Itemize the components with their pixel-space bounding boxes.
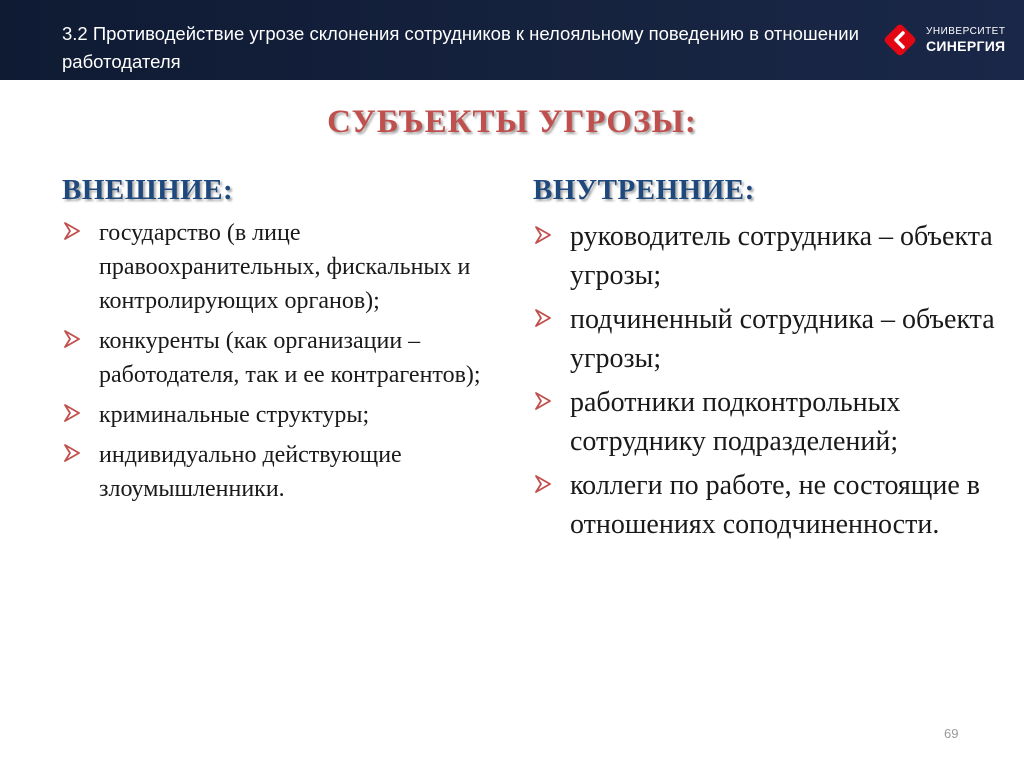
arrow-bullet-icon [62, 221, 82, 241]
synergy-logo [884, 22, 1014, 62]
list-item [533, 217, 1003, 295]
list-item-text: работники подконтрольных сотруднику подразделений; [570, 387, 901, 457]
arrow-bullet-icon [62, 443, 82, 463]
header-bar [0, 0, 1024, 80]
arrow-bullet-icon [533, 474, 553, 494]
logo-line-university: УНИВЕРСИТЕТ [926, 26, 1006, 37]
list-item-text: криминальные структуры; [99, 402, 370, 428]
synergy-logo-icon [884, 24, 916, 56]
list-item [533, 300, 1003, 378]
list-item-text: конкуренты (как организации – работодателя, так и ее контрагентов); [99, 328, 481, 388]
slide-header-title: 3.2 Противодействие угрозе склонения сотрудников к нелояльному поведению в отношении работодателя [62, 23, 859, 72]
list-item [62, 398, 512, 432]
internal-list [533, 217, 1003, 549]
arrow-bullet-icon [533, 391, 553, 411]
list-item [62, 438, 512, 506]
arrow-bullet-icon [533, 225, 553, 245]
list-item [62, 324, 512, 392]
list-item-text: государство (в лице правоохранительных, фискальных и контролирующих органов); [99, 220, 471, 314]
internal-heading: ВНУТРЕННИЕ: [533, 174, 755, 206]
arrow-bullet-icon [533, 308, 553, 328]
page-number: 69 [944, 726, 959, 741]
list-item [62, 216, 512, 318]
list-item-text: коллеги по работе, не состоящие в отношениях соподчиненности. [570, 470, 980, 540]
external-list [62, 216, 512, 512]
arrow-bullet-icon [62, 329, 82, 349]
list-item [533, 383, 1003, 461]
external-heading: ВНЕШНИЕ: [62, 174, 234, 206]
list-item-text: руководитель сотрудника – объекта угрозы; [570, 221, 993, 291]
logo-line-synergy: СИНЕРГИЯ [926, 38, 1006, 54]
slide-main-title: СУБЪЕКТЫ УГРОЗЫ: [327, 104, 697, 140]
arrow-bullet-icon [62, 403, 82, 423]
list-item [533, 466, 1003, 544]
list-item-text: индивидуально действующие злоумышленники. [99, 442, 402, 502]
list-item-text: подчиненный сотрудника – объекта угрозы; [570, 304, 995, 374]
